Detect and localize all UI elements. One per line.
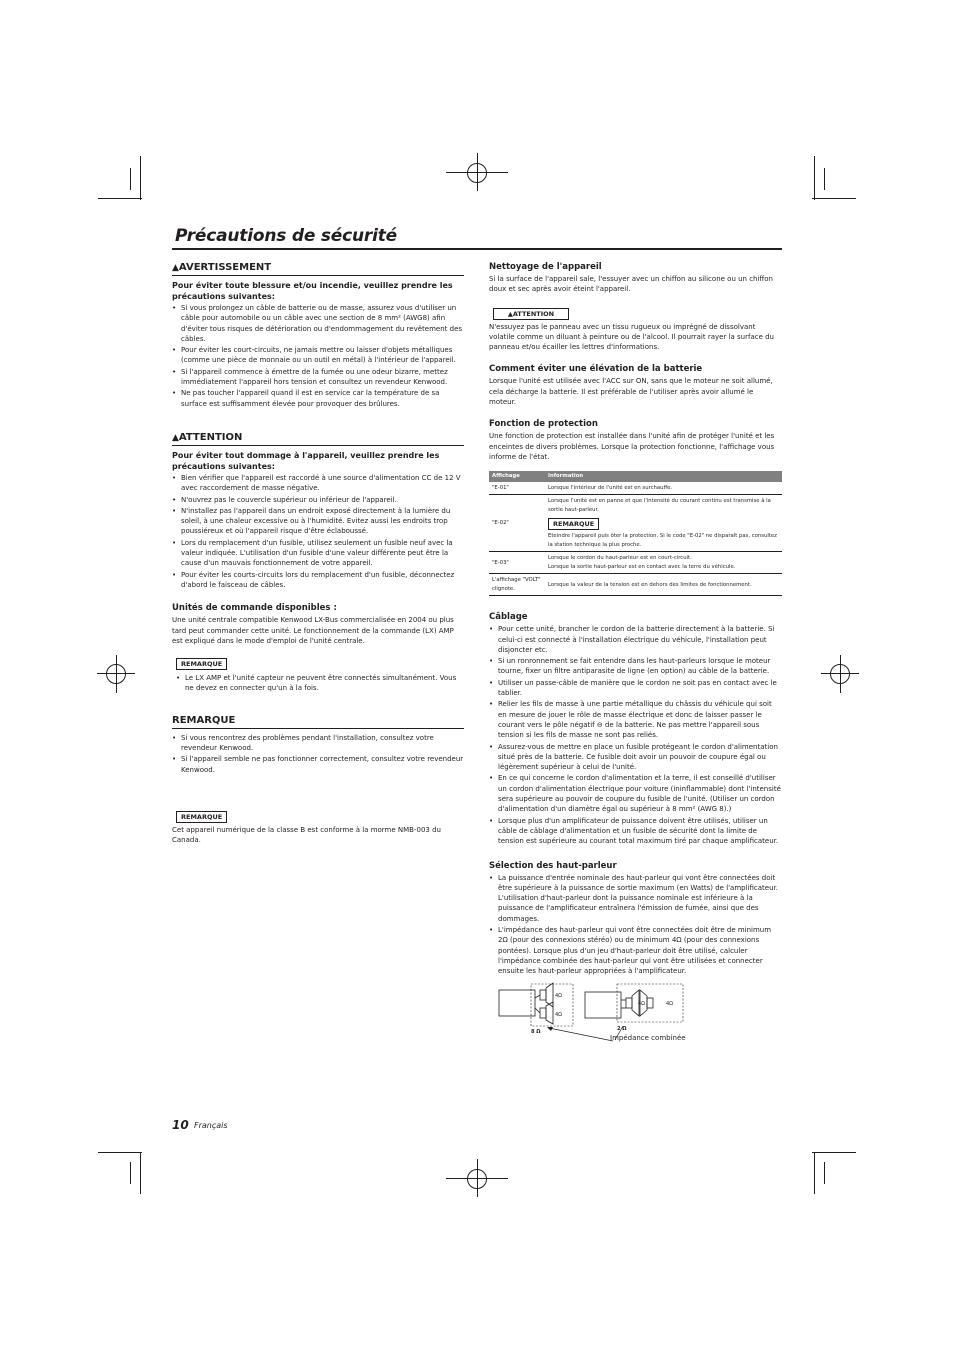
table-cell (545, 495, 782, 552)
warning-heading: ▲AVERTISSEMENT (172, 262, 464, 276)
speaker-icon (546, 1002, 553, 1024)
amplifier-box (499, 990, 535, 1016)
dashed-group (531, 984, 573, 1026)
list-item: • N'ouvrez pas le couvercle supérieur ou inférieur de l'appareil. (172, 495, 464, 505)
crop-mark (130, 168, 131, 190)
crop-mark (824, 1162, 825, 1184)
list-item: • Lorsque plus d'un amplificateur de puissance doivent être utilisés, utiliser un câble de câblage d'alimentation et un fusible de sécurité dont la limite de tension est supérieure au courant total maximum tiré par chaque amplificateur. (489, 816, 782, 847)
cleaning-text: Si la surface de l'appareil sale, l'essuyer avec un chiffon au silicone ou un chiffon doux et sec après avoir éteint l'appareil. (489, 275, 773, 294)
crop-mark (814, 156, 815, 200)
left-column (172, 262, 464, 846)
table-cell-text: Lorsque l'unité est en panne et que l'intensité du courant continu est transmise à la sortie haut-parleur. (548, 498, 771, 513)
list-item: • N'installez pas l'appareil dans un endroit exposé directement à la lumière du soleil, à une chaleur excessive ou à l'humidité. Evitez aussi les endroits trop poussiéreux et où l'appareil risque d'être éclaboussé. (172, 506, 464, 537)
table-cell: "E-03" (489, 552, 545, 574)
pointer-line (549, 1028, 613, 1041)
crop-mark (130, 1162, 131, 1184)
impedance-label: 4Ω (666, 1001, 674, 1007)
table-cell-note: Eteindre l'appareil puis ôter la protection. Si le code "E-02" ne disparaît pas, consultez la station technique la plus proche. (548, 533, 777, 548)
remarque-list (172, 733, 464, 775)
crop-mark (477, 153, 478, 191)
table-cell: Lorsque l'intérieur de l'unité est en surchauffe. (545, 482, 782, 495)
list-item: • Ne pas toucher l'appareil quand il est en service car la température de sa surface est suffisamment élevée pour provoquer des brûlures. (172, 388, 464, 409)
speaker-icon (647, 998, 653, 1008)
units-note-list (176, 673, 464, 694)
speakers-heading: Sélection des haut-parleur (489, 860, 617, 871)
warning-list (172, 303, 464, 409)
table-header-cell: Information (545, 471, 782, 482)
diagram-caption: Impédance combinée (610, 1034, 686, 1042)
list-item: • Si vous prolongez un câble de batterie ou de masse, assurez vous d'utiliser un câble pour automobile ou un câble avec une section de 8 mm² (AWG8) afin d'éviter tous risques de détérioration ou d'endommagement du revêtement des câbles. (172, 303, 464, 344)
cleaning-caution-text: N'essuyez pas le panneau avec un tissu rugueux ou imprégné de dissolvant volatile comme un diluant à peinture ou de l'alcool. Il pourrait rayer la surface du panneau et/ou écailler les lettres d'informations. (489, 322, 774, 352)
title-rule (172, 248, 782, 250)
page-language: Français (194, 1121, 228, 1130)
warning-triangle-icon: ▲ (172, 263, 179, 273)
list-item: • Utiliser un passe-câble de manière que le cordon ne soit pas en contact avec le tablier. (489, 678, 782, 699)
remarque-label: REMARQUE (548, 518, 599, 530)
remarque-heading: REMARQUE (172, 715, 464, 729)
table-row (489, 574, 782, 596)
list-item: • Relier les fils de masse à une partie métallique du châssis du véhicule qui soit en mesure de jouer le rôle de masse électrique et donc de laisser passer le courant vers le pôle négatif ⊖ de la batterie. Ne pas mettre l'appareil sous tension si les fils de masse ne sont pas reliés. (489, 699, 782, 740)
list-item: • Lors du remplacement d'un fusible, utilisez seulement un fusible neuf avec la valeur indiquée. L'utilisation d'un fusible d'une valeur différente peut être la cause d'un mauvais fonctionnement de votre appareil. (172, 538, 464, 569)
caution-heading: ▲ATTENTION (172, 432, 464, 446)
list-item: • La puissance d'entrée nominale des haut-parleur qui vont être connectées doit être supérieure à la puissance de sortie maximum (en Watts) de l'amplificateur. L'utilisation d'haut-parleur dont la puissance nominale est inférieure à la puissance de l'amplificateur entraînera l'émission de fumée, ainsi que des dommages. (489, 873, 782, 924)
speaker-icon (546, 983, 553, 1007)
wire (535, 995, 540, 998)
warning-triangle-icon: ▲ (172, 432, 179, 443)
list-item: • Si vous rencontrez des problèmes pendant l'installation, consultez votre revendeur Kenwood. (172, 733, 464, 754)
table-cell (545, 552, 782, 574)
warning-lead: Pour éviter toute blessure et/ou incendie, veuillez prendre les précautions suivantes: (172, 281, 453, 301)
table-row (489, 552, 782, 574)
canada-text: Cet appareil numérique de la classe B est conforme à la morme NMB-003 du Canada. (172, 825, 441, 845)
list-item: • L'impédance des haut-parleur qui vont être connectées doit être de minimum 2Ω (pour des connexions stéréo) ou de minimum 4Ω (pour des connexions pontées). Lorsque plus d'un jeu d'haut-parleur doit être utilisé, calculer l'impédance combinée des haut-parleur qui vont être utilisées et connecter ensuite les haut-parleur appropriées à l'amplificateur. (489, 925, 782, 976)
table-row (489, 495, 782, 552)
impedance-label: 4Ω (638, 1001, 646, 1007)
caution-lead: Pour éviter tout dommage à l'appareil, veuillez prendre les précautions suivantes: (172, 450, 440, 471)
crop-mark (116, 655, 117, 693)
speaker-icon (626, 998, 632, 1008)
wire (535, 1008, 540, 1013)
speaker-icon (540, 990, 546, 1000)
page-title: Précautions de sécurité (175, 226, 397, 246)
impedance-result: 8 Ω (531, 1029, 541, 1035)
crop-mark (140, 156, 141, 200)
list-item: • Si un ronronnement se fait entendre dans les haut-parleurs lorsque le moteur tourne, fixer un filtre antiparasite de ligne (en option) au câble de la batterie. (489, 656, 782, 677)
right-column (489, 262, 782, 977)
table-cell-text: Lorsque la sortie haut-parleur est en contact avec la terre du véhicule. (548, 563, 736, 570)
table-cell: "E-01" (489, 482, 545, 495)
warning-triangle-icon: ▲ (507, 309, 513, 318)
crop-mark (140, 1152, 141, 1194)
list-item: • Si l'appareil commence à émettre de la fumée ou une odeur bizarre, mettez immédiatement l'appareil hors tension et consultez un revendeur Kenwood. (172, 367, 464, 388)
impedance-label: 4Ω (555, 993, 563, 999)
impedance-result: 2 Ω (617, 1026, 627, 1032)
crop-mark (824, 168, 825, 190)
list-item: • Si l'appareil semble ne pas fonctionner correctement, consultez votre revendeur Kenwood. (172, 754, 464, 775)
protection-text: Une fonction de protection est installée dans l'unité afin de protéger l'unité et les enceintes de divers problèmes. Lorsque la protection fonctionne, l'affichage vous informe de l'état. (489, 432, 775, 461)
units-text: Une unité centrale compatible Kenwood LX-Bus commercialisée en 2004 ou plus tard peut commander cette unité. Le fonctionnement de la commande (LX) AMP est expliqué dans le mode d'emploi de l'unité centrale. (172, 616, 454, 645)
crop-mark (477, 1159, 478, 1197)
crop-mark (814, 1152, 815, 1194)
list-item: • Pour éviter les courts-circuits lors du remplacement d'un fusible, déconnectez d'abord le faisceau de câbles. (172, 570, 464, 591)
table-cell-text: Lorsque le cordon du haut-parleur est en court-circuit. (548, 555, 692, 562)
list-item: • Assurez-vous de mettre en place un fusible protégeant le cordon d'alimentation situé près de la batterie. Ce fusible doit avoir un pouvoir de coupure égal ou légèrement supérieur à celui de l'unité. (489, 742, 782, 773)
crop-mark (98, 198, 142, 199)
remarque-label: REMARQUE (176, 658, 227, 670)
protection-heading: Fonction de protection (489, 419, 598, 430)
crop-mark (812, 1152, 856, 1153)
table-header (489, 471, 782, 482)
table-cell: "E-02" (489, 495, 545, 552)
speaker-icon (540, 1008, 546, 1018)
battery-text: Lorsque l'unité est utilisée avec l'ACC sur ON, sans que le moteur ne soit allumé, cela décharge la batterie. Il est préférable de l'utiliser après avoir allumé le moteur. (489, 377, 773, 407)
page-number: 10 (172, 1118, 189, 1132)
wiring-list (489, 624, 782, 846)
list-item: • En ce qui concerne le cordon d'alimentation et la terre, il est conseillé d'utiliser un cordon d'alimentation électrique pour voiture (ininflammable) dont l'intensité sera supérieure au pouvoir de coupure du fusible de l'unité. (Utiliser un cordon d'alimentation d'un diamètre égal ou supérieur à 8 mm² (AWG 8).) (489, 773, 782, 814)
dashed-group (617, 984, 683, 1022)
impedance-label: 4Ω (555, 1012, 563, 1018)
list-item: • Pour éviter les court-circuits, ne jamais mettre ou laisser d'objets métalliques (comme une pièce de monnaie ou un outil en métal) à l'intérieur de l'appareil. (172, 345, 464, 366)
list-item: • Le LX AMP et l'unité capteur ne peuvent être connectés simultanément. Vous ne devez en connecter qu'un à la fois. (176, 673, 464, 694)
crop-mark (812, 198, 856, 199)
wiring-heading: Câblage (489, 612, 528, 623)
list-item: • Pour cette unité, brancher le cordon de la batterie directement à la batterie. Si celui-ci est connecté à l'installation électrique du véhicule, l'installation peut disjoncter etc. (489, 624, 782, 655)
arrow-icon (547, 1027, 553, 1031)
crop-mark (840, 655, 841, 693)
speakers-list (489, 873, 782, 977)
table-row (489, 482, 782, 495)
remarque-label: REMARQUE (176, 811, 227, 823)
amplifier-box (585, 992, 621, 1018)
table-cell: L'affichage "VOLT" clignote. (489, 574, 545, 596)
battery-heading: Comment éviter une élévation de la batterie (489, 364, 703, 375)
caution-list (172, 473, 464, 590)
cleaning-heading: Nettoyage de l'appareil (489, 262, 602, 272)
list-item: • Bien vérifier que l'appareil est raccordé à une source d'alimentation CC de 12 V avec raccordement de masse négative. (172, 473, 464, 494)
units-heading: Unités de commande disponibles : (172, 603, 337, 614)
table-header-cell: Affichage (489, 471, 545, 482)
protection-table (489, 471, 782, 596)
attention-label: ▲ATTENTION (493, 308, 569, 320)
crop-mark (98, 1152, 142, 1153)
table-cell: Lorsque la valeur de la tension est en dehors des limites de fonctionnement. (545, 574, 782, 596)
